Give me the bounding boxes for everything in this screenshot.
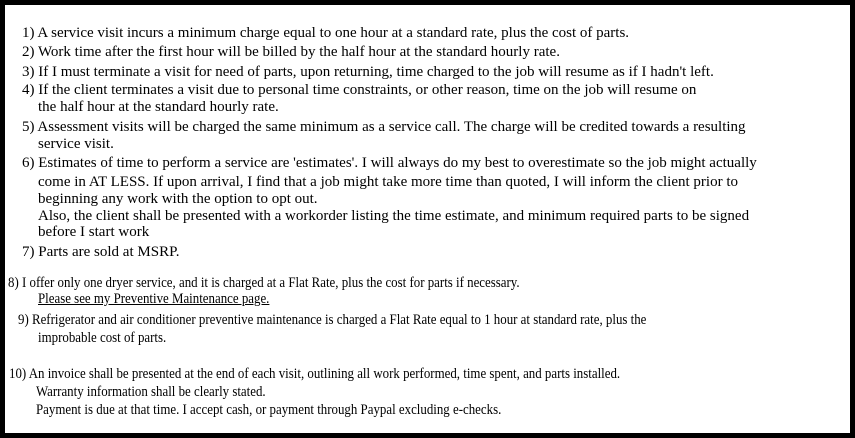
term-9-cont: improbable cost of parts. bbox=[38, 330, 167, 346]
term-6: 6) Estimates of time to perform a service are 'estimates'. I will always do my best to overestimate so the job might actually bbox=[22, 155, 757, 171]
term-9: 9) Refrigerator and air conditioner preventive maintenance is charged a Flat Rate equal to 1 hour at standard rate, plus the bbox=[18, 312, 647, 328]
term-5: 5) Assessment visits will be charged the same minimum as a service call. The charge will be credited towards a resulting bbox=[22, 119, 746, 135]
term-4: 4) If the client terminates a visit due to personal time constraints, or other reason, time on the job will resume on bbox=[22, 82, 697, 98]
term-10: 10) An invoice shall be presented at the end of each visit, outlining all work performed, time spent, and parts installed. bbox=[9, 366, 621, 382]
term-6-cont: Also, the client shall be presented with a workorder listing the time estimate, and minimum required parts to be signed bbox=[38, 208, 750, 224]
term-6-cont: come in AT LESS. If upon arrival, I find that a job might take more time than quoted, I will inform the client prior to bbox=[38, 174, 738, 190]
term-8: 8) I offer only one dryer service, and it is charged at a Flat Rate, plus the cost for parts if necessary. bbox=[8, 275, 520, 291]
term-6-cont: beginning any work with the option to opt out. bbox=[38, 191, 318, 207]
preventive-maintenance-link[interactable]: Please see my Preventive Maintenance page. bbox=[38, 291, 270, 307]
term-7: 7) Parts are sold at MSRP. bbox=[22, 244, 180, 260]
term-10-cont: Payment is due at that time. I accept cash, or payment through Paypal excluding e-checks. bbox=[36, 402, 502, 418]
term-4-cont: the half hour at the standard hourly rate. bbox=[38, 99, 279, 115]
term-1: 1) A service visit incurs a minimum charge equal to one hour at a standard rate, plus the cost of parts. bbox=[22, 25, 630, 41]
term-10-cont: Warranty information shall be clearly stated. bbox=[36, 384, 266, 400]
term-3: 3) If I must terminate a visit for need of parts, upon returning, time charged to the job will resume as if I hadn't left. bbox=[22, 64, 714, 80]
term-5-cont: service visit. bbox=[38, 136, 114, 152]
term-6-cont: before I start work bbox=[38, 224, 150, 240]
term-2: 2) Work time after the first hour will be billed by the half hour at the standard hourly rate. bbox=[22, 44, 560, 60]
